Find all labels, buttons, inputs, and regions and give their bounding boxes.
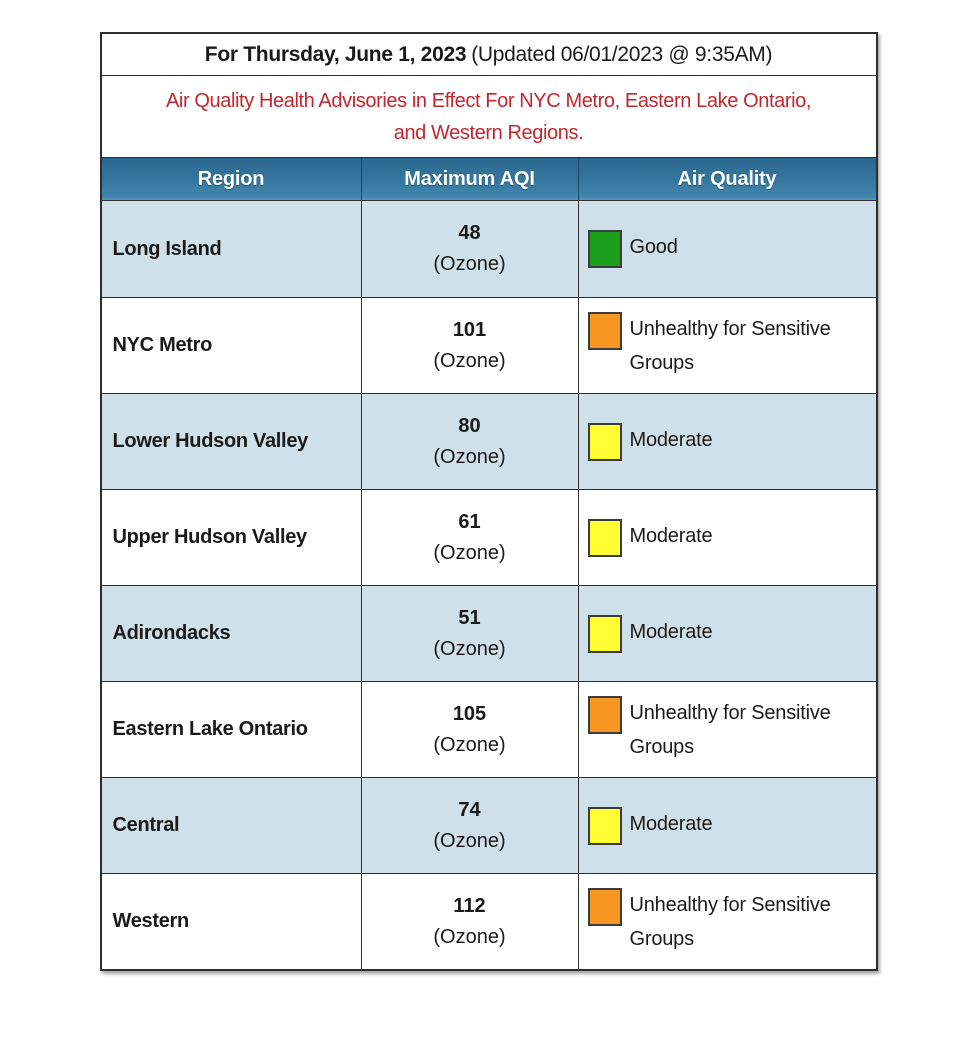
table-row	[102, 873, 876, 969]
aqi-color-swatch	[588, 312, 622, 350]
aqi-value: 112	[453, 894, 486, 917]
aqi-cell	[361, 298, 578, 393]
air-quality-cell	[578, 298, 876, 393]
air-quality-report	[100, 32, 878, 971]
aqi-color-swatch	[588, 888, 622, 926]
air-quality-category: Unhealthy for Sensitive Groups	[629, 893, 831, 950]
region-name: Long Island	[112, 237, 222, 260]
table-header-row	[102, 157, 876, 201]
air-quality-category: Moderate	[629, 428, 713, 451]
aqi-pollutant: (Ozone)	[433, 445, 506, 468]
air-quality-category: Moderate	[629, 620, 713, 643]
aqi-color-swatch	[588, 615, 622, 653]
table-row	[102, 393, 876, 489]
aqi-cell	[361, 201, 578, 297]
aqi-cell	[361, 490, 578, 585]
aqi-value: 80	[458, 414, 481, 437]
region-name: Lower Hudson Valley	[112, 430, 308, 452]
aqi-color-swatch	[588, 423, 622, 461]
region-name: NYC Metro	[112, 334, 213, 356]
column-header-region: Region	[197, 167, 265, 190]
region-name: Central	[112, 814, 180, 836]
aqi-cell	[361, 874, 578, 969]
aqi-color-swatch	[588, 230, 622, 268]
air-quality-category: Good	[629, 236, 678, 258]
air-quality-cell	[578, 874, 876, 969]
air-quality-cell	[578, 394, 876, 489]
aqi-pollutant: (Ozone)	[433, 829, 506, 852]
aqi-cell	[361, 778, 578, 873]
table-row	[102, 489, 876, 585]
air-quality-category: Unhealthy for Sensitive Groups	[629, 317, 831, 374]
region-name: Adirondacks	[112, 622, 231, 644]
advisory-text-line2: and Western Regions.	[393, 121, 584, 144]
air-quality-cell	[578, 201, 876, 297]
aqi-value: 61	[458, 510, 481, 533]
region-name: Western	[112, 910, 189, 932]
aqi-value: 74	[458, 798, 481, 821]
aqi-color-swatch	[588, 807, 622, 845]
table-row	[102, 681, 876, 777]
aqi-pollutant: (Ozone)	[433, 349, 506, 372]
air-quality-category: Moderate	[629, 524, 713, 547]
air-quality-cell	[578, 682, 876, 777]
aqi-value: 48	[458, 222, 481, 244]
table-row	[102, 297, 876, 393]
region-name: Upper Hudson Valley	[112, 526, 307, 548]
advisory-text-line1: Air Quality Health Advisories in Effect For NYC Metro, Eastern Lake Ontario,	[165, 89, 812, 112]
aqi-pollutant: (Ozone)	[433, 637, 506, 660]
aqi-value: 51	[458, 606, 481, 629]
aqi-color-swatch	[588, 519, 622, 557]
column-header-air-quality: Air Quality	[578, 158, 876, 200]
region-name: Eastern Lake Ontario	[112, 718, 308, 740]
aqi-cell	[361, 394, 578, 489]
table-row	[102, 585, 876, 681]
air-quality-cell	[578, 586, 876, 681]
report-date-header	[102, 34, 876, 76]
report-date: For Thursday, June 1, 2023	[204, 42, 467, 66]
report-updated-time: (Updated 06/01/2023 @ 9:35AM)	[471, 42, 773, 66]
table-row	[102, 777, 876, 873]
air-quality-category: Unhealthy for Sensitive Groups	[629, 701, 831, 758]
aqi-pollutant: (Ozone)	[433, 253, 506, 275]
column-header-maximum-aqi: Maximum AQI	[361, 158, 578, 200]
aqi-color-swatch	[588, 696, 622, 734]
aqi-value: 101	[452, 318, 487, 341]
aqi-cell	[361, 586, 578, 681]
aqi-pollutant: (Ozone)	[433, 541, 506, 564]
advisory-banner	[102, 76, 876, 157]
aqi-pollutant: (Ozone)	[433, 925, 506, 948]
air-quality-cell	[578, 490, 876, 585]
aqi-cell	[361, 682, 578, 777]
table-row	[102, 201, 876, 297]
aqi-pollutant: (Ozone)	[433, 733, 506, 756]
aqi-value: 105	[452, 702, 487, 725]
air-quality-category: Moderate	[629, 812, 713, 835]
air-quality-cell	[578, 778, 876, 873]
